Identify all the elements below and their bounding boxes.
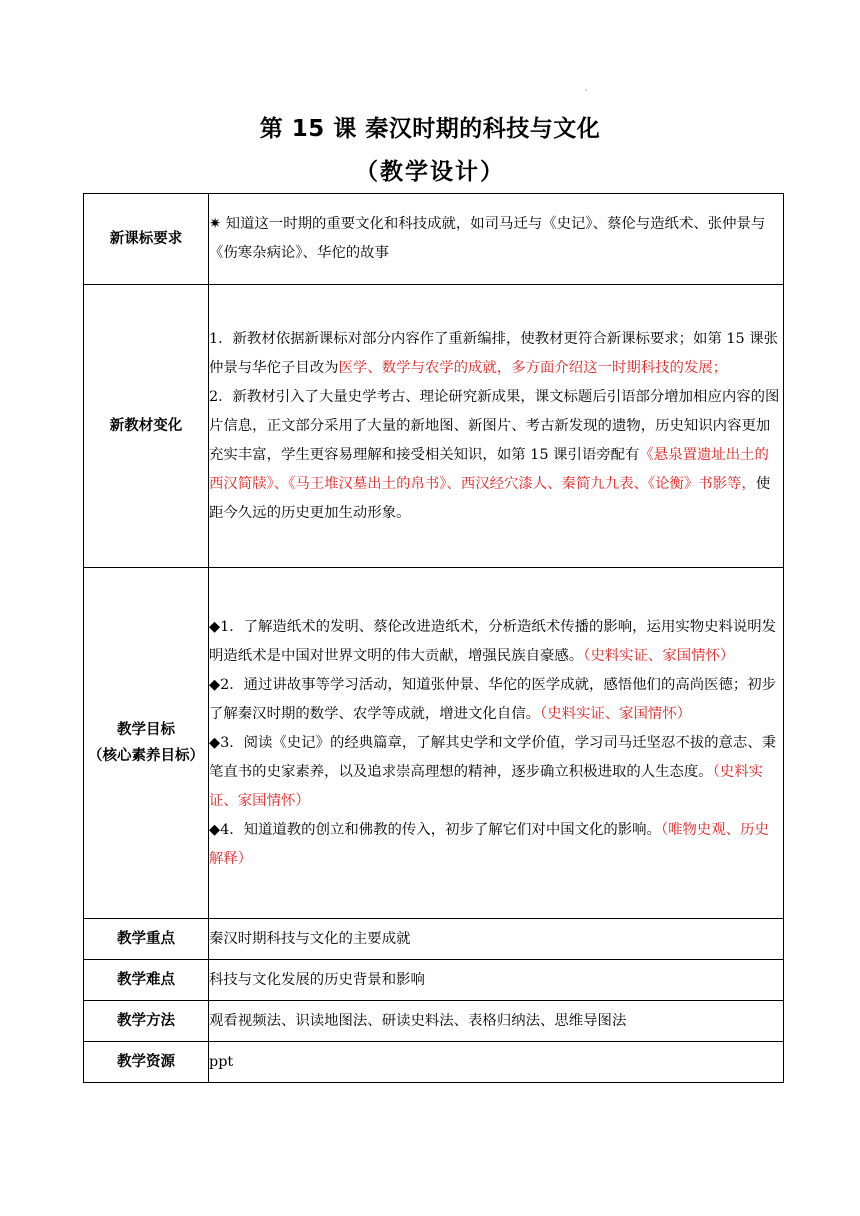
content-resources: ppt <box>209 1042 784 1083</box>
textbook-paragraph-1 <box>209 325 783 383</box>
lesson-title: 第 15 课 秦汉时期的科技与文化 <box>259 116 601 142</box>
label-resources: 教学资源 <box>84 1042 209 1083</box>
objective-1-tag: （史料实证、家国情怀） <box>583 647 735 664</box>
objective-1 <box>209 613 783 671</box>
objective-1-text: ◆1．了解造纸术的发明、蔡伦改进造纸术，分析造纸术传播的影响，运用实物史料说明发明造纸术是中国对世界文明的伟大贡献，增强民族自豪感。 <box>209 618 777 664</box>
label-textbook: 新教材变化 <box>84 285 209 568</box>
objective-3-text: ◆3．阅读《史记》的经典篇章，了解其史学和文学价值，学习司马迁坚忍不拔的意志、秉笔直书的史家素养，以及追求崇高理想的精神，逐步确立积极进取的人生态度。 <box>209 734 777 780</box>
label-methods: 教学方法 <box>84 1001 209 1042</box>
label-difficulty: 教学难点 <box>84 960 209 1001</box>
row-objectives <box>84 568 784 919</box>
header-dot: · <box>585 86 588 95</box>
label-keypoint: 教学重点 <box>84 919 209 960</box>
objective-2 <box>209 671 783 729</box>
objective-4-tag: （唯物史观、历史解释） <box>209 821 769 867</box>
row-methods <box>84 1001 784 1042</box>
curriculum-text: 知道这一时期的重要文化和科技成就，如司马迁与《史记》、蔡伦与造纸术、张仲景与《伤寒杂病论》、华佗的故事 <box>209 216 766 261</box>
objective-4 <box>209 816 783 874</box>
textbook-p1-highlight: 医学、数学与农学的成就，多方面介绍这一时期科技的发展； <box>338 359 728 376</box>
textbook-p2-text: 2．新教材引入了大量史学考古、理论研究新成果，课文标题后引语部分增加相应内容的图片信息，正文部分采用了大量的新地图、新图片、考古新发现的遗物，历史知识内容更加充实丰富，学生更容易理解和接受相关知识，如第 15 课引语旁配有 <box>209 388 780 463</box>
objective-4-text: ◆4．知道道教的创立和佛教的传入，初步了解它们对中国文化的影响。 <box>209 821 661 838</box>
content-methods: 观看视频法、识读地图法、研读史料法、表格归纳法、思维导图法 <box>209 1001 784 1042</box>
lesson-subtitle: （教学设计） <box>355 159 505 185</box>
textbook-p1-text: 1．新教材依据新课标对部分内容作了重新编排，使教材更符合新课标要求；如第 15 课张仲景与华佗子目改为 <box>209 330 779 376</box>
objective-2-tag: （史料实证、家国情怀） <box>540 705 692 722</box>
star-bullet-icon: ✷ <box>209 216 222 232</box>
textbook-p2-text-end: 使距今久远的历史更加生动形象。 <box>209 475 771 521</box>
textbook-paragraph-2 <box>209 383 783 528</box>
content-difficulty: 科技与文化发展的历史背景和影响 <box>209 960 784 1001</box>
content-objectives <box>209 568 784 919</box>
label-curriculum: 新课标要求 <box>84 194 209 285</box>
row-keypoint <box>84 919 784 960</box>
row-difficulty <box>84 960 784 1001</box>
objective-2-text: ◆2．通过讲故事等学习活动，知道张仲景、华佗的医学成就，感悟他们的高尚医德；初步了解秦汉时期的数学、农学等成就，增进文化自信。 <box>209 676 777 722</box>
label-objectives <box>84 568 209 919</box>
objective-3 <box>209 729 783 816</box>
row-textbook <box>84 285 784 568</box>
row-curriculum <box>84 194 784 285</box>
content-curriculum <box>209 194 784 285</box>
lesson-plan-table <box>83 193 784 1083</box>
textbook-p2-highlight: 《悬泉置遗址出土的西汉简牍》、《马王堆汉墓出土的帛书》、西汉经穴漆人、秦简九九表、《论衡》书影等， <box>209 446 769 492</box>
row-resources <box>84 1042 784 1083</box>
objectives-label-line1: 教学目标 <box>117 722 175 738</box>
objectives-label-line2: （核心素养目标） <box>88 748 204 764</box>
content-keypoint: 秦汉时期科技与文化的主要成就 <box>209 919 784 960</box>
objective-3-tag: （史料实证、家国情怀） <box>209 763 764 809</box>
content-textbook <box>209 285 784 568</box>
